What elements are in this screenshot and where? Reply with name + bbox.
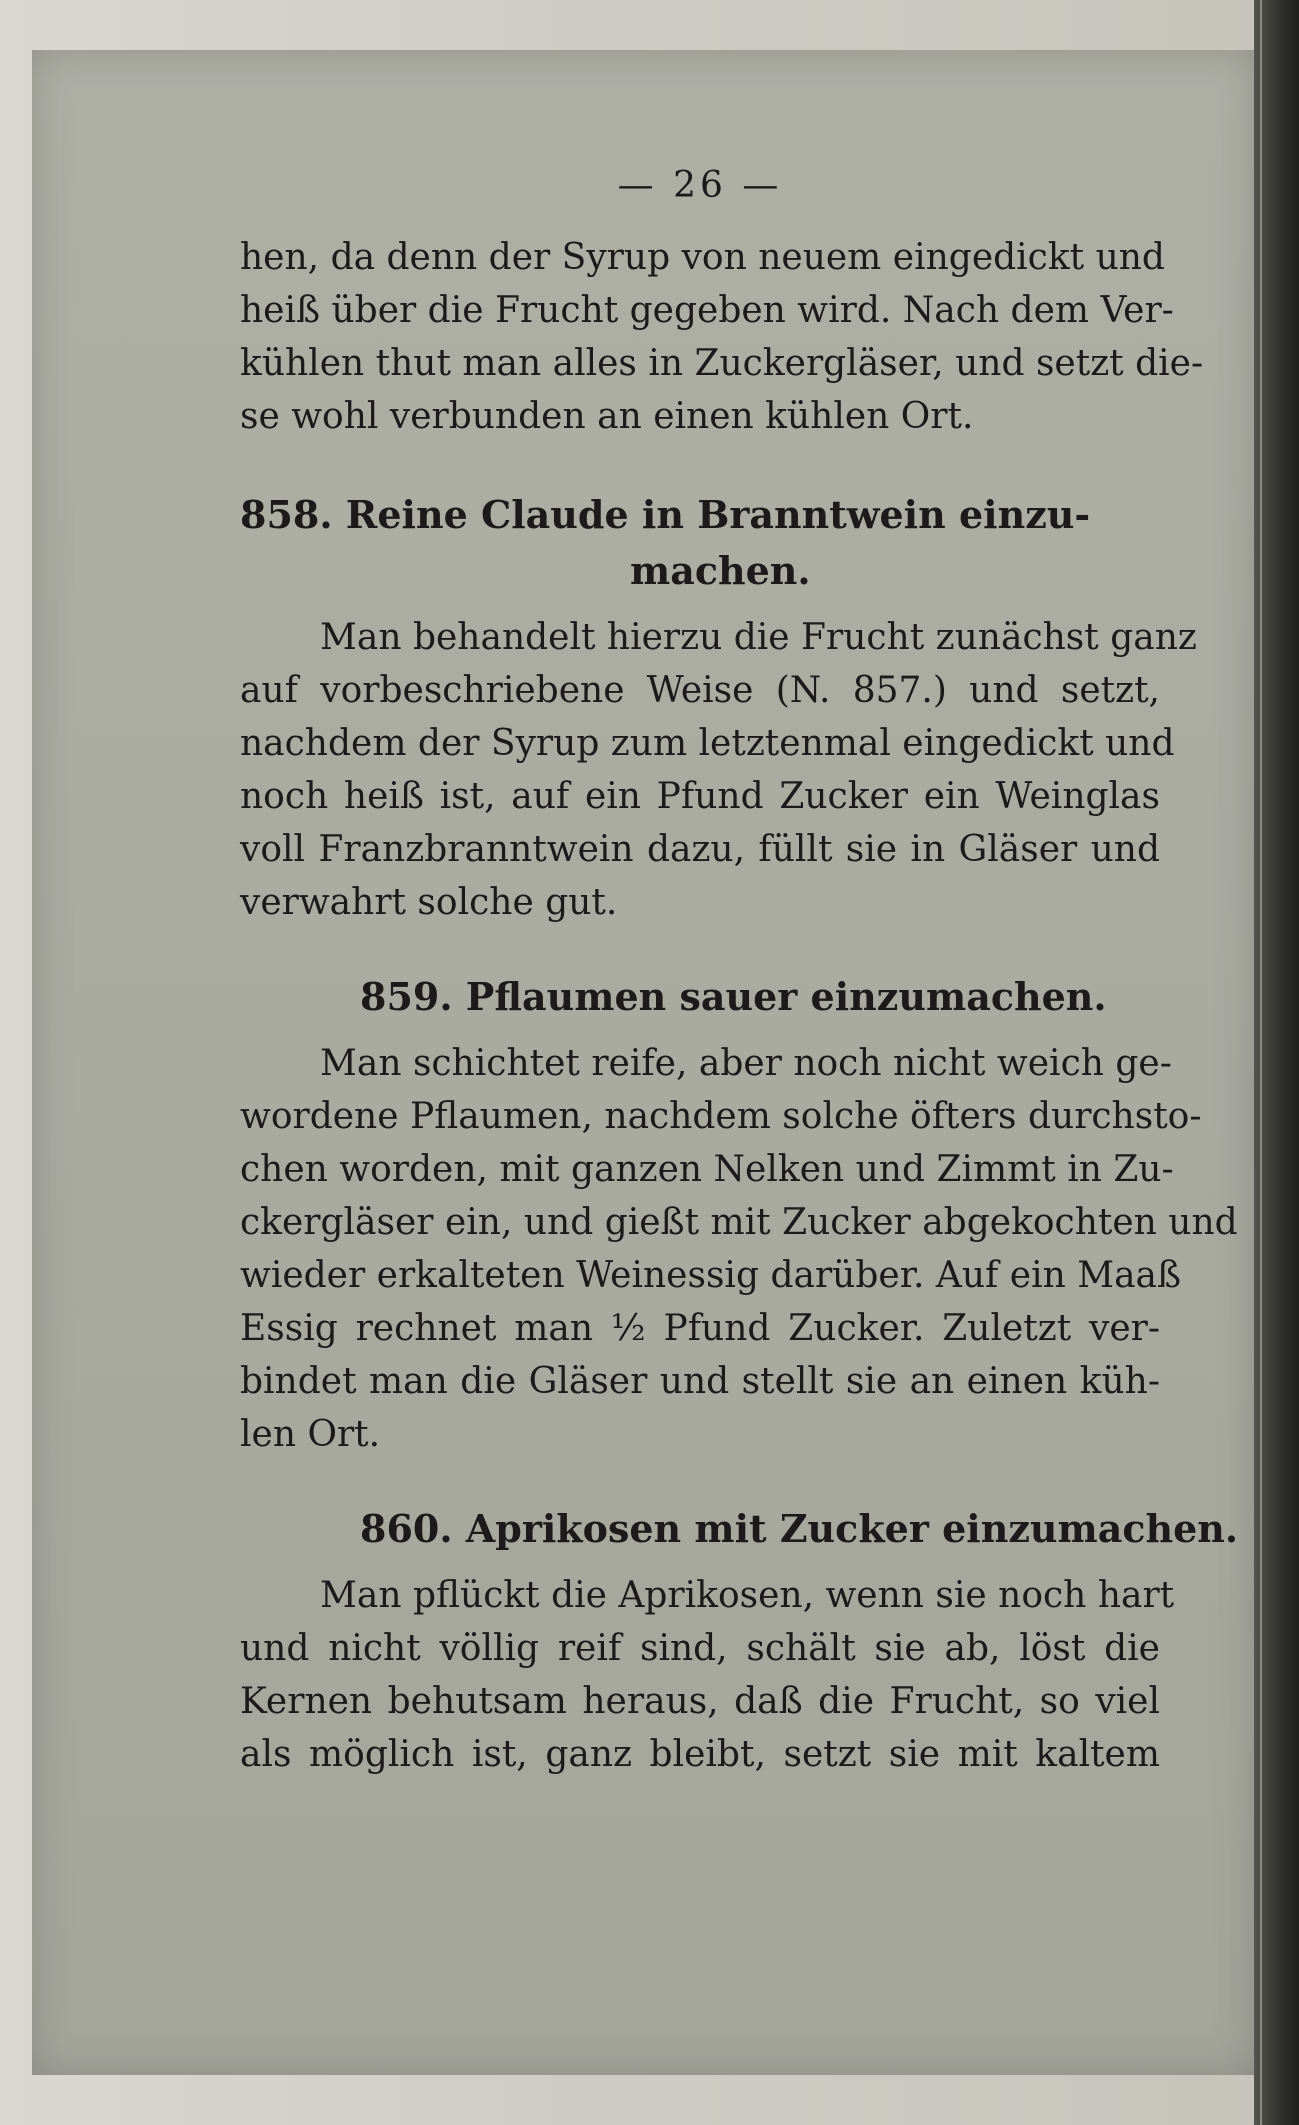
text-line: nachdem der Syrup zum letztenmal eingedickt und	[240, 723, 1175, 764]
section-heading: 858. Reine Claude in Branntwein einzu-	[240, 492, 1091, 537]
section-heading-continued: machen.	[630, 548, 811, 593]
text-line: Man behandelt hierzu die Frucht zunächst ganz	[320, 617, 1197, 658]
text-line: ckergläser ein, und gießt mit Zucker abgekochten und	[240, 1202, 1238, 1243]
text-line: Man schichtet reife, aber noch nicht weich ge-	[320, 1043, 1172, 1084]
text-line: und nicht völlig reif sind, schält sie ab, löst die	[240, 1628, 1160, 1669]
section-858	[240, 487, 1197, 929]
text-line: Essig rechnet man ½ Pfund Zucker. Zuletzt ver-	[240, 1308, 1160, 1349]
section-heading: 859. Pflaumen sauer einzumachen.	[360, 974, 1107, 1019]
text-line: chen worden, mit ganzen Nelken und Zimmt in Zu-	[240, 1149, 1174, 1190]
intro-paragraph	[240, 231, 1204, 443]
text-line: voll Franzbranntwein dazu, füllt sie in Gläser und	[240, 829, 1160, 870]
text-line: kühlen thut man alles in Zuckergläser, und setzt die-	[240, 343, 1204, 384]
text-line: noch heiß ist, auf ein Pfund Zucker ein Weinglas	[240, 776, 1160, 817]
text-line: se wohl verbunden an einen kühlen Ort.	[240, 396, 974, 437]
section-heading: 860. Aprikosen mit Zucker einzumachen.	[360, 1506, 1239, 1551]
book-edge	[1254, 0, 1299, 2125]
text-line: wordene Pflaumen, nachdem solche öfters durchsto-	[240, 1096, 1202, 1137]
text-line: heiß über die Frucht gegeben wird. Nach dem Ver-	[240, 290, 1174, 331]
text-line: len Ort.	[240, 1414, 381, 1455]
text-line: Kernen behutsam heraus, daß die Frucht, so viel	[240, 1681, 1160, 1722]
page-content	[240, 165, 1239, 1781]
text-line: bindet man die Gläser und stellt sie an einen küh-	[240, 1361, 1160, 1402]
text-line: hen, da denn der Syrup von neuem eingedickt und	[240, 237, 1165, 278]
text-line: Man pflückt die Aprikosen, wenn sie noch hart	[320, 1575, 1175, 1616]
section-860	[240, 1501, 1239, 1781]
text-line: als möglich ist, ganz bleibt, setzt sie mit kaltem	[240, 1734, 1160, 1775]
text-line: verwahrt solche gut.	[240, 882, 618, 923]
text-line: auf vorbeschriebene Weise (N. 857.) und setzt,	[240, 670, 1160, 711]
text-line: wieder erkalteten Weinessig darüber. Auf ein Maaß	[240, 1255, 1182, 1296]
page-number-header: — 26 —	[617, 165, 783, 206]
section-859	[240, 969, 1238, 1461]
